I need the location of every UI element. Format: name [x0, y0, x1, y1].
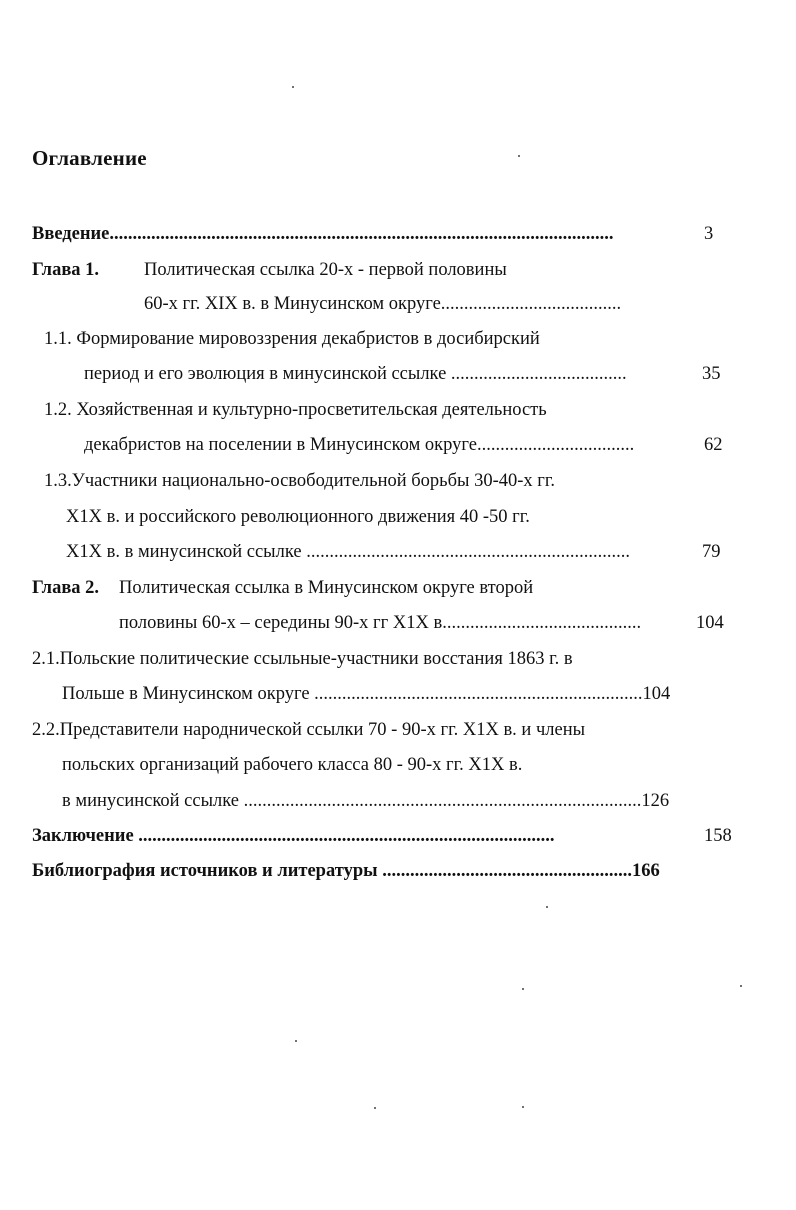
toc-chapter-2-label: Глава 2. — [32, 578, 100, 598]
toc-section-1-1-line-2: период и его эволюция в минусинской ссылке ...................................... — [84, 364, 627, 384]
scan-speck — [295, 1040, 297, 1042]
toc-entry-intro-title: Введение............................................................................................................. — [32, 224, 614, 244]
scan-speck — [292, 86, 294, 88]
toc-section-1-3-line-1: 1.3.Участники национально-освободительной борьбы 30-40-х гг. — [44, 471, 555, 491]
toc-section-2-1-line-1: 2.1.Польские политические ссыльные-участники восстания 1863 г. в — [32, 649, 573, 669]
toc-section-1-3-page: 79 — [702, 542, 721, 562]
scan-speck — [546, 906, 548, 908]
toc-section-1-2-page: 62 — [704, 435, 723, 455]
toc-section-2-2-line-2: польских организаций рабочего класса 80 - 90-х гг. Х1Х в. — [62, 755, 523, 775]
toc-heading: Оглавление — [32, 146, 147, 170]
toc-section-1-1-line-1: 1.1. Формирование мировоззрения декабристов в досибирский — [44, 329, 540, 349]
toc-section-1-1-page: 35 — [702, 364, 721, 384]
toc-entry-intro-page: 3 — [704, 224, 714, 244]
toc-chapter-2-page: 104 — [696, 613, 724, 633]
scan-speck — [740, 985, 742, 987]
scan-speck — [374, 1107, 376, 1109]
toc-section-2-2-line-3: в минусинской ссылке ......................................................................................126 — [62, 791, 670, 811]
toc-section-2-1-line-2: Польше в Минусинском округе .......................................................................104 — [62, 684, 671, 704]
toc-entry-bibliography: Библиография источников и литературы ......................................................166 — [32, 861, 660, 881]
scan-speck — [522, 1106, 524, 1108]
toc-section-1-3-line-2: Х1Х в. и российского революционного движения 40 -50 гг. — [66, 507, 530, 527]
toc-chapter-2-title-line-1: Политическая ссылка в Минусинском округе второй — [119, 578, 534, 598]
toc-section-2-2-line-1: 2.2.Представители народнической ссылки 70 - 90-х гг. Х1Х в. и члены — [32, 720, 586, 740]
toc-section-1-2-line-2: декабристов на поселении в Минусинском округе.................................. — [84, 435, 635, 455]
toc-chapter-1-label: Глава 1. — [32, 260, 100, 280]
toc-chapter-2-title-line-2: половины 60-х – середины 90-х гг Х1Х в........................................... — [119, 613, 642, 633]
toc-chapter-1-title-line-1: Политическая ссылка 20-х - первой половины — [144, 260, 507, 280]
toc-section-1-2-line-1: 1.2. Хозяйственная и культурно-просветительская деятельность — [44, 400, 547, 420]
scan-speck — [522, 988, 524, 990]
toc-entry-conclusion-page: 158 — [704, 826, 732, 846]
toc-chapter-1-title-line-2: 60-х гг. XIX в. в Минусинском округе....................................... — [144, 294, 622, 314]
toc-section-1-3-line-3: Х1Х в. в минусинской ссылке ...................................................................... — [66, 542, 630, 562]
toc-entry-conclusion-title: Заключение .......................................................................................... — [32, 826, 555, 846]
scan-speck — [518, 155, 520, 157]
